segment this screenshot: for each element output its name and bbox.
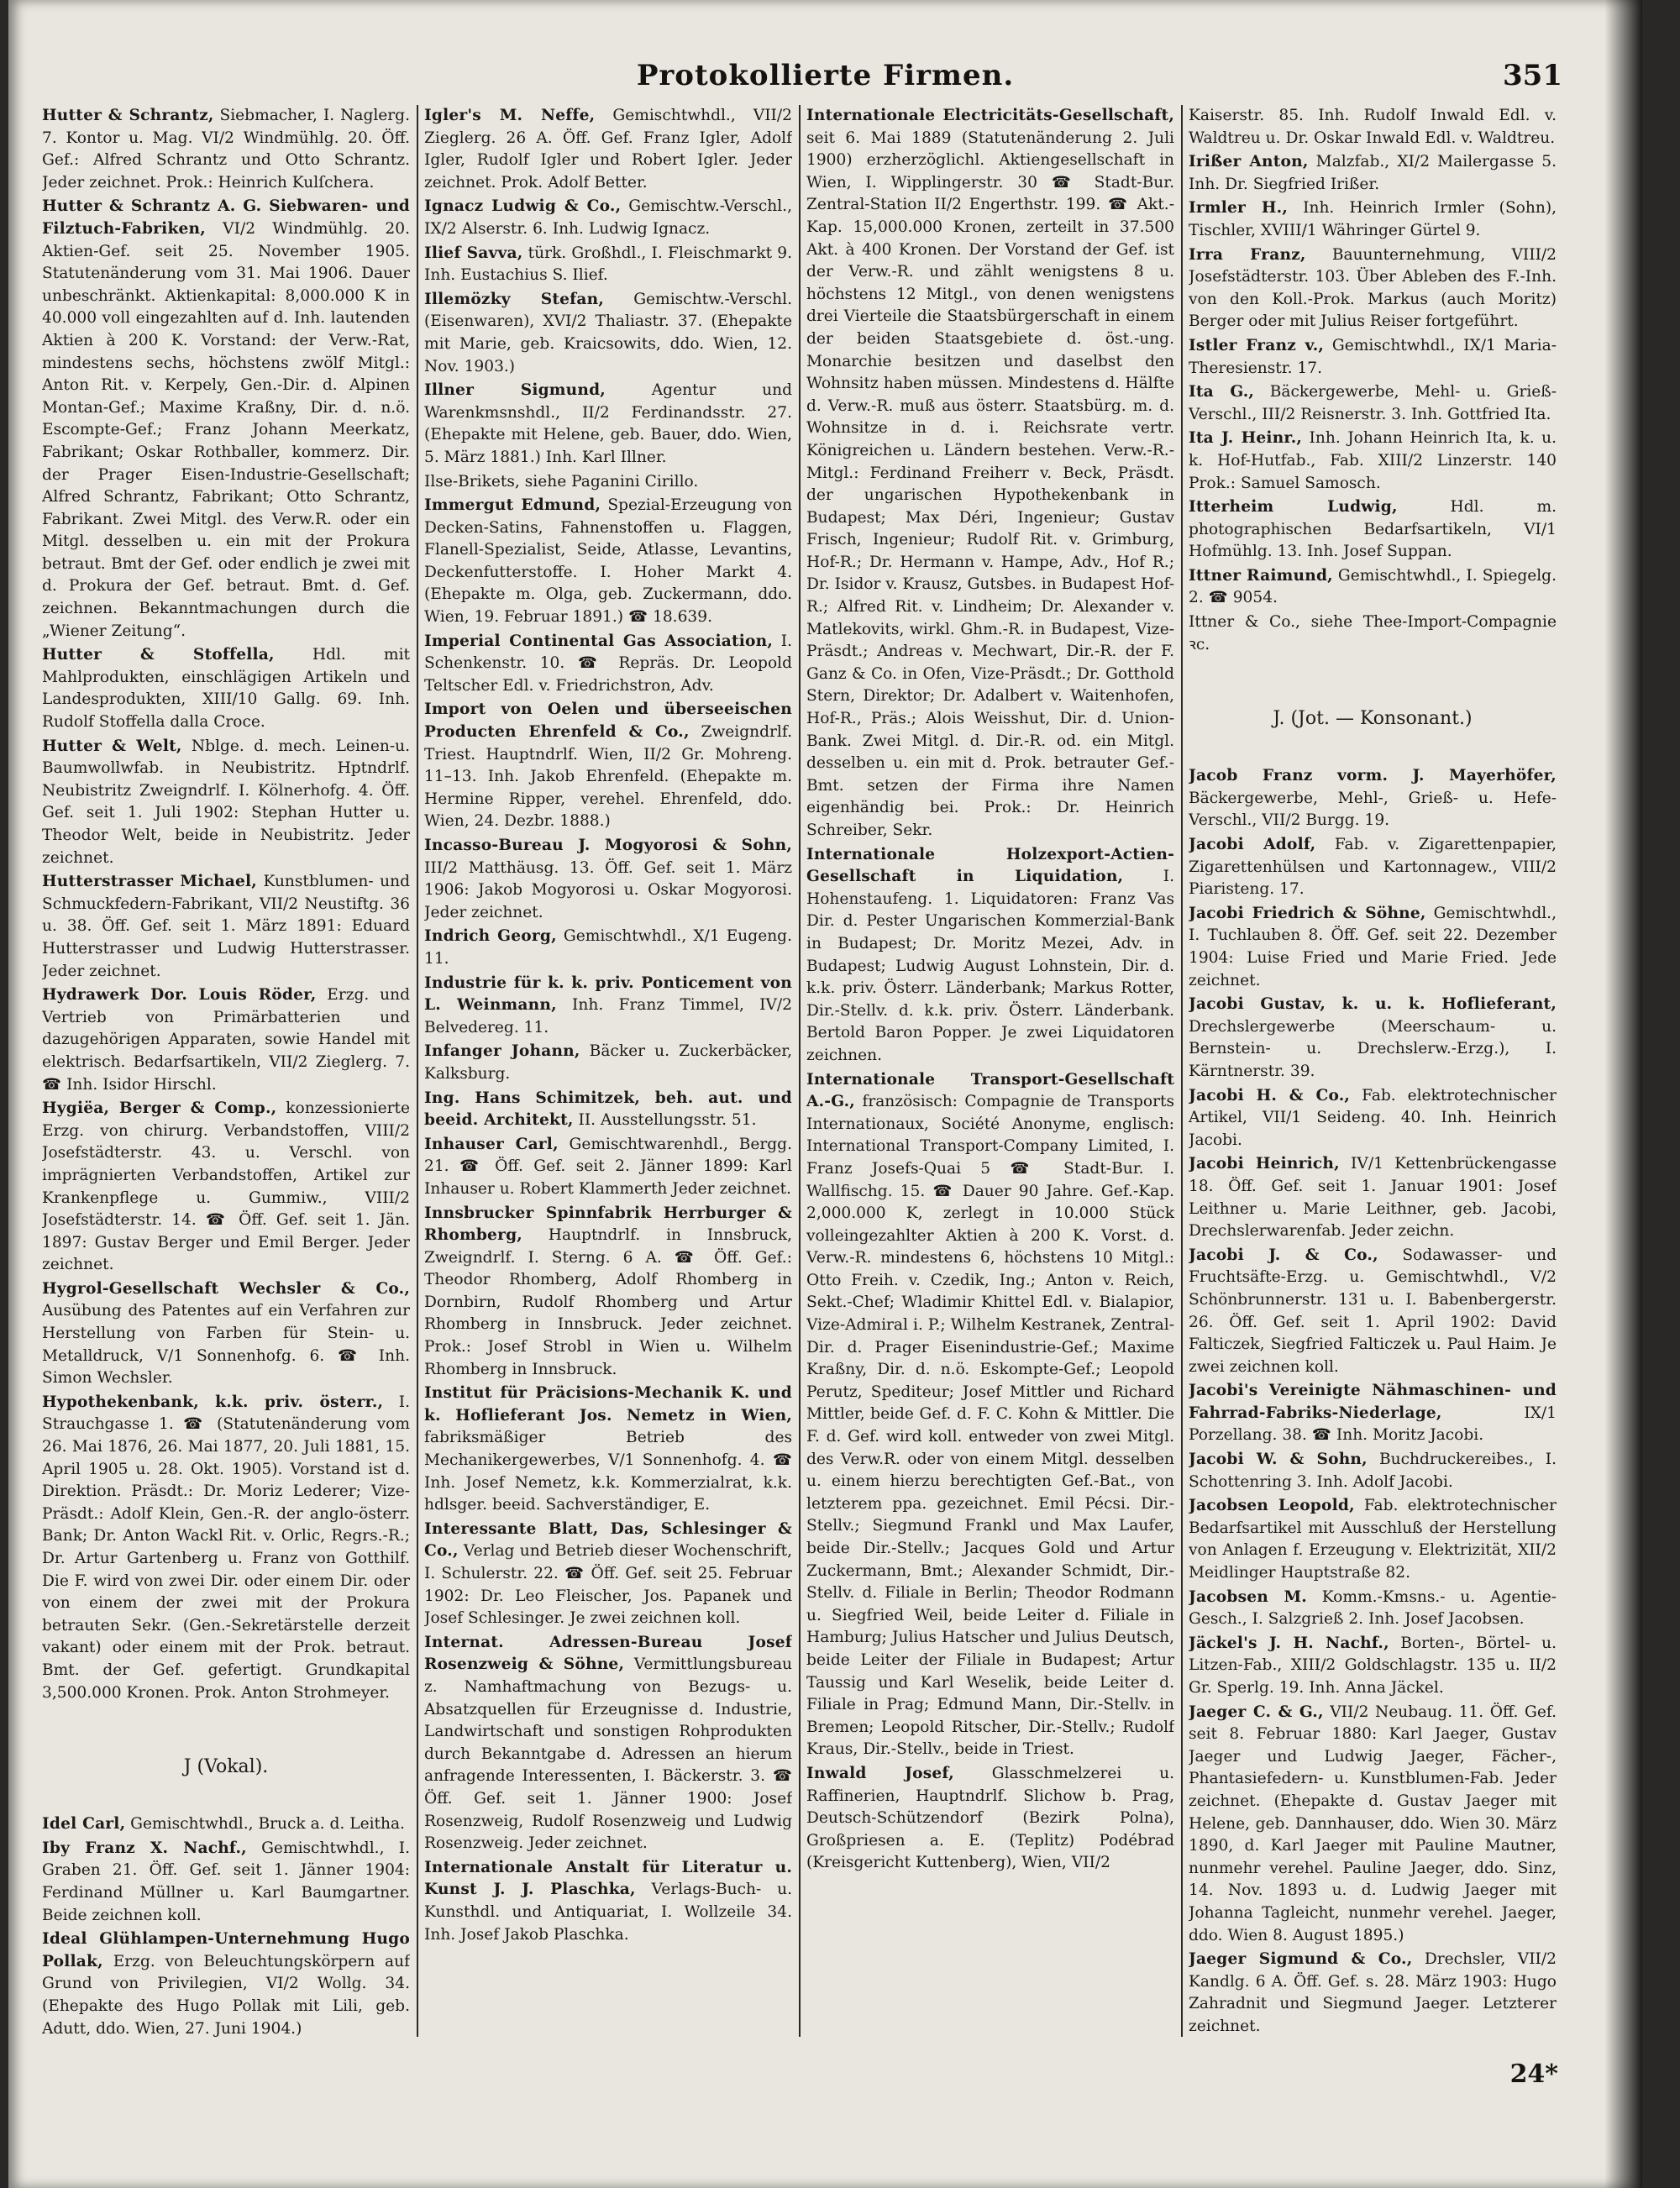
entry-text: fabriksmäßiger Betrieb des Mechanikergewerbes, V/1 Sonnenhofg. 4. ☎ Inh. Josef Nemetz, k.k. Kommerzialrat, k.k. hdlsger. beeid. Sachverständiger, E. <box>424 1429 792 1514</box>
firm-name: Hygiëa, Berger & Comp., <box>42 1099 277 1118</box>
entry-text: Inh. Johann Heinrich Ita, k. u. k. Hof-Hutfab., Fab. XIII/2 Linzerstr. 140 Prok.: Samuel Samosch. <box>1189 429 1557 492</box>
directory-entry <box>1189 1449 1557 1493</box>
entry-text: Borten-, Börtel- u. Litzen-Fab., XIII/2 Goldschlagstr. 135 u. II/2 Gr. Sperlg. 19. Inh. Anna Jäckel. <box>1189 1634 1557 1697</box>
directory-entry <box>1189 1380 1557 1447</box>
directory-entry <box>424 973 792 1040</box>
firm-name: Hutter & Welt, <box>42 737 182 755</box>
section-heading: J (Vokal). <box>183 1756 269 1778</box>
directory-entry <box>1189 1085 1557 1152</box>
entry-text: Gemischtwhdl., IX/1 Maria-Theresienstr. 17. <box>1189 336 1557 377</box>
firm-name: Imperial Continental Gas Association, <box>424 632 774 650</box>
firm-name: Jacobi Heinrich, <box>1189 1155 1340 1173</box>
directory-entry <box>424 289 792 378</box>
entry-text: konzessionierte Erzg. von chirurg. Verbandstoffen, VIII/2 Josefstädterstr. 43. u. Verschl. von imprägnierten Verbandstoffen, Artikel zur Krankenpflege u. Gummiw., VIII/2 Josefstädterstr. 14. ☎ Öff. Gef. seit 1. Jän. 1897: Gustav Berger und Emil Berger. Jeder zeichnet. <box>42 1099 410 1274</box>
firm-name: Inwald Josef, <box>806 1764 954 1782</box>
running-title: Protokollierte Firmen. <box>636 59 1015 92</box>
firm-name: Jaeger C. & G., <box>1189 1703 1324 1721</box>
entry-text: türk. Großhdl., I. Fleischmarkt 9. Inh. Eustachius S. Ilief. <box>424 244 792 285</box>
entry-text: Verlags-Buch- u. Kunsthdl. und Antiquariat, I. Wollzeile 34. Inh. Josef Jakob Plaschka. <box>424 1881 792 1944</box>
entry-text: Fab. v. Zigarettenpapier, Zigarettenhülsen und Kartonnagew., VIII/2 Piaristeng. 17. <box>1189 836 1557 899</box>
column-4 <box>1189 105 1557 2054</box>
entry-text: Buchdruckereibes., I. Schottenring 3. Inh. Adolf Jacobi. <box>1189 1451 1557 1491</box>
entry-text: Siebmacher, I. Naglerg. 7. Kontor u. Mag. VI/2 Windmühlg. 20. Öff. Gef.: Alfred Schrantz und Otto Schrantz. Jeder zeichnet. Prok.: Heinrich Kulſchera. <box>42 107 410 192</box>
directory-entry <box>1189 1633 1557 1700</box>
firm-name: Jacobi Adolf, <box>1189 836 1316 854</box>
firm-name: Jäckel's J. H. Nachf., <box>1189 1634 1389 1652</box>
directory-entry <box>42 1278 410 1390</box>
directory-entry <box>42 1098 410 1277</box>
entry-text: II. Ausstellungsstr. 51. <box>573 1111 757 1130</box>
column-divider <box>417 105 418 2037</box>
entry-text: seit 6. Mai 1889 (Statutenänderung 2. Juli 1900) erzherzöglichl. Aktiengesellschaft in Wien, I. Wipplingerstr. 30 ☎ Stadt-Bur. Zentral-Station II/2 Engerthstr. 199. ☎ Akt.-Kap. 15,000.000 Kronen, zerteilt in 37.500 Akt. à 400 Kronen. Der Vorstand der Gef. ist der Verw.-R. und zählt wenigstens 8 u. höchstens 12 Mitgl., von denen wenigstens drei Vierteile die Staatsbürgerschaft in einem der beiden Staatsgebiete d. öst.-ung. Monarchie besitzen und daselbst den Wohnsitz haben müssen. Mindestens d. Hälfte d. Verw.-R. muß aus österr. Staatsbürg. m. d. Wohnsitze in d. i. Reichsrate vertr. Königreichen u. Ländern bestehen. Verw.-R.-Mitgl.: Ferdinand Freiherr v. Beck, Präsdt. der ungarischen Hypothekenbank in Budapest; Max Déri, Ingenieur; Gustav Frisch, Ingenieur; Rudolf Rit. v. Grimburg, Hof-R.; Dr. Hermann v. Hampe, Adv., Hof R.; Dr. Isidor v. Krausz, Gutsbes. in Budapest Hof-R.; Alfred Rit. v. Lindheim; Dr. Alexander v. Matlekovits, wirkl. Ghm.-R. in Budapest, Vize-Präsdt.; Andreas v. Mechwart, Dir.-R. der F. Ganz & Co. in Ofen, Vize-Präsdt.; Dr. Gotthold Stern, Direktor; Dr. Adalbert v. Waitenhofen, Hof-R., Präs.; Alois Weisshut, Dir. d. Union-Bank. Zwei Mitgl. d. Dir.-R. od. ein Mitgl. desselben u. ein mit d. Prok. betrauter Gef.-Bmt. setzen der Firma ihre Namen eigenhändig bei. Prok.: Dr. Heinrich Schreiber, Sekr. <box>806 129 1174 839</box>
entry-text: Gemischtwhdl., I. Tuchlauben 8. Öff. Gef. seit 22. Dezember 1904: Luise Fried und Marie Fried. Jede zeichnet. <box>1189 904 1557 989</box>
entry-text: Hauptndrlf. in Innsbruck, Zweigndrlf. I. Sterng. 6 A. ☎ Öff. Gef.: Theodor Rhomberg, Adolf Rhomberg in Dornbirn, Rudolf Rhomberg und Artur Rhomberg in Innsbruck. Jeder zeichnet. Prok.: Josef Strobl in Wien u. Wilhelm Rhomberg in Innsbruck. <box>424 1226 792 1378</box>
directory-entry <box>1189 105 1557 150</box>
firm-name: Irmler H., <box>1189 199 1289 218</box>
column-divider <box>1181 105 1183 2037</box>
directory-entry <box>1189 834 1557 901</box>
entry-text: Zweigndrlf. Triest. Hauptndrlf. Wien, II/2 Gr. Mohreng. 11–13. Inh. Jakob Ehrenfeld. (Ehepakte m. Hermine Ripper, verehel. Ehrenfeld, ddo. Wien, 24. Dezbr. 1888.) <box>424 723 792 831</box>
directory-entry <box>806 1069 1174 1761</box>
directory-entry <box>1189 381 1557 426</box>
firm-name: Import von Oelen und überseeischen Producten Ehrenfeld & Co., <box>424 700 792 742</box>
directory-entry <box>424 1041 792 1085</box>
firm-name: Interessante Blatt, Das, Schlesinger & Co., <box>424 1519 792 1561</box>
entry-text: IV/1 Kettenbrückengasse 18. Öff. Gef. seit 1. Januar 1901: Josef Leithner u. Marie Leithner, geb. Jacobi, Drechslerwarenfab. Jeder zeichn. <box>1189 1155 1557 1241</box>
directory-entry <box>1189 1587 1557 1631</box>
directory-entry <box>424 699 792 833</box>
column-1 <box>42 105 410 2054</box>
firm-name: Idel Carl, <box>42 1815 126 1834</box>
firm-name: Hypothekenbank, k.k. priv. österr., <box>42 1393 384 1411</box>
directory-entry <box>1189 1153 1557 1242</box>
firm-name: Hutter & Schrantz, <box>42 107 214 124</box>
directory-entry <box>1189 1702 1557 1948</box>
entry-text: Hdl. m. photographischen Bedarfsartikeln, VI/1 Hofmühlg. 13. Inh. Josef Suppan. <box>1189 498 1557 561</box>
firm-name: Ignacz Ludwig & Co., <box>424 197 622 216</box>
directory-entry <box>424 495 792 629</box>
firm-name: Incasso-Bureau J. Mogyorosi & Sohn, <box>424 837 792 854</box>
directory-entry <box>806 1763 1174 1875</box>
directory-entry <box>1189 151 1557 196</box>
directory-entry <box>424 1519 792 1630</box>
directory-entry <box>1189 565 1557 610</box>
entry-text: Bauunternehmung, VIII/2 Josefstädterstr. 103. Über Ableben des F.-Inh. von den Koll.-Prok. Markus (auch Moritz) Berger oder mit Julius Reiser fortgeführt. <box>1189 245 1557 331</box>
firm-name: Hutter & Stoffella, <box>42 646 275 664</box>
firm-name: Infanger Johann, <box>424 1042 580 1061</box>
directory-entry <box>424 1088 792 1132</box>
directory-entry <box>42 736 410 870</box>
entry-text: Gemischtwhdl., VII/2 Zieglerg. 26 A. Öff. Gef. Franz Igler, Adolf Igler, Rudolf Igler und Robert Igler. Jeder zeichnet. Prok. Adolf Better. <box>424 107 792 192</box>
directory-entry <box>42 1392 410 1704</box>
column-3 <box>806 105 1174 2054</box>
firm-name: Ilief Savva, <box>424 244 523 262</box>
entry-text: Ittner & Co., siehe Thee-Import-Compagnie ꝛc. <box>1189 613 1557 653</box>
entry-text: Agentur und Warenkmsnshdl., II/2 Ferdinandsstr. 27. (Ehepakte mit Helene, geb. Bauer, ddo. Wien, 5. März 1881.) Inh. Karl Illner. <box>424 381 792 466</box>
signature-mark: 24* <box>1509 2059 1558 2089</box>
entry-text: III/2 Matthäusg. 13. Öff. Gef. seit 1. März 1906: Jakob Mogyorosi u. Oskar Mogyorosi. Jeder zeichnet. <box>424 858 792 921</box>
directory-entry <box>1189 335 1557 380</box>
firm-name: Inhauser Carl, <box>424 1135 559 1153</box>
entry-text: Erzg. und Vertrieb von Primärbatterien und dazugehörigen Apparaten, sowie Handel mit elektrisch. Bedarfsartikeln, VII/2 Zieglerg. 7. ☎ Inh. Isidor Hirschl. <box>42 986 410 1094</box>
book-page <box>8 0 1642 2188</box>
directory-entry <box>1189 1495 1557 1584</box>
directory-entry <box>42 1928 410 2040</box>
entry-text: Erzg. von Beleuchtungskörpern auf Grund von Privilegien, VI/2 Wollg. 34. (Ehepakte des Hugo Pollak mit Lili, geb. Adutt, ddo. Wien, 27. Juni 1904.) <box>42 1952 410 2038</box>
directory-entry <box>806 844 1174 1068</box>
directory-entry <box>424 1134 792 1201</box>
directory-entry <box>1189 244 1557 333</box>
firm-name: Jacobsen M. <box>1189 1587 1307 1606</box>
directory-entry <box>424 105 792 194</box>
firm-name: Jacobsen Leopold, <box>1189 1497 1355 1515</box>
entry-text: Kunstblumen- und Schmuckfedern-Fabrikant, VII/2 Neustiftg. 36 u. 38. Öff. Gef. seit 1. März 1891: Eduard Hutterstrasser und Ludwig Hutterstrasser. Jeder zeichnet. <box>42 873 410 980</box>
entry-text: Inh. Franz Timmel, IV/2 Belvedereg. 11. <box>424 996 792 1036</box>
firm-name: Ita J. Heinr., <box>1189 429 1303 448</box>
directory-entry <box>42 105 410 194</box>
entry-text: Fab. elektrotechnischer Artikel, VII/1 Seideng. 40. Inh. Heinrich Jacobi. <box>1189 1086 1557 1149</box>
directory-entry <box>1189 994 1557 1083</box>
directory-entry <box>1189 496 1557 564</box>
entry-text: Malzfab., XI/2 Mailergasse 5. Inh. Dr. Siegfried Irißer. <box>1189 153 1557 193</box>
entry-text: Gemischtw.-Verschl. (Eisenwaren), XVI/2 Thaliastr. 37. (Ehepakte mit Marie, geb. Kraicsowits, ddo. Wien, 12. Nov. 1903.) <box>424 290 792 375</box>
firm-name: Illemözky Stefan, <box>424 290 605 308</box>
directory-entry <box>424 471 792 494</box>
entry-text: Gemischtwhdl., Bruck a. d. Leitha. <box>125 1815 405 1834</box>
firm-name: Illner Sigmund, <box>424 381 606 400</box>
firm-name: Jaeger Sigmund & Co., <box>1189 1950 1413 1969</box>
entry-text: I. Strauchgasse 1. ☎ (Statutenänderung vom 26. Mai 1876, 26. Mai 1877, 20. Juli 1881, 15. April 1905 u. 28. Okt. 1905). Vorstand ist d. Direktion. Präsdt.: Dr. Moriz Lederer; Vize-Präsdt.: Adolf Klein, Gen.-R. der anglo-österr. Bank; Dr. Anton Wackl Rit. v. Orlic, Regrs.-R.; Dr. Artur Gartenberg u. Franz von Gotthilf. Die F. wird von zwei Dir. oder einem Dir. oder von einem der zwei mit der Prokura betrauten Sekr. (Gen.-Sekretärstelle derzeit vakant) oder einem mit der Prok. betraut. Bmt. der Gef. gefertigt. Grundkapital 3,500.000 Kronen. Prok. Anton Strohmeyer. <box>42 1393 410 1702</box>
firm-name: Irißer Anton, <box>1189 153 1309 171</box>
entry-text: Gemischtwarenhdl., Bergg. 21. ☎ Öff. Gef. seit 2. Jänner 1899: Karl Inhauser u. Robert Klammerth Jeder zeichnet. <box>424 1135 792 1198</box>
entry-text: Nblge. d. mech. Leinen-u. Baumwollwfab. in Neubistritz. Hptndrlf. Neubistritz Zweigndrlf. I. Kölnerhofg. 4. Öff. Gef. seit 1. Juli 1902: Stephan Hutter u. Theodor Welt, beide in Neubistritz. Jeder zeichnet. <box>42 737 410 867</box>
entry-text: Sodawasser- und Fruchtsäfte-Erzg. u. Gemischtwhdl., V/2 Schönbrunnerstr. 131 u. I. Babenbergerstr. 26. Öff. Gef. seit 1. April 1902: David Falticzek, Siegfried Falticzek u. Paul Haim. Je zwei zeichnen koll. <box>1189 1246 1557 1376</box>
directory-entry <box>806 105 1174 842</box>
firm-name: Internationale Anstalt für Literatur u. Kunst J. J. Plaschka, <box>424 1858 792 1899</box>
column-2 <box>424 105 792 2054</box>
directory-entry <box>42 1813 410 1836</box>
entry-text: Gemischtwhdl., I. Graben 21. Öff. Gef. seit 1. Jänner 1904: Ferdinand Müllner u. Karl Baumgartner. Beide zeichnen koll. <box>42 1839 410 1924</box>
directory-entry <box>424 1857 792 1946</box>
firm-name: Internat. Adressen-Bureau Josef Rosenzweig & Söhne, <box>424 1633 792 1674</box>
entry-text: VI/2 Windmühlg. 20. Aktien-Gef. seit 25. November 1905. Statutenänderung vom 31. Mai 1906. Dauer unbeschränkt. Aktienkapital: 8,000.000 K in 40.000 voll eingezahlten auf d. Inh. lautenden Aktien à 200 K. Vorstand: der Verw.-Rat, mindestens sechs, höchstens zwölf Mitgl.: Anton Rit. v. Kerpely, Gen.-Dir. d. Alpinen Montan-Gef.; Maxime Kraßny, Dir. d. n.ö. Escompte-Gef.; Franz Johann Meerkatz, Fabrikant; Oskar Rothballer, kommerz. Dir. der Prager Eisen-Industrie-Gesellschaft; Alfred Schrantz, Fabrikant; Otto Schrantz, Fabrikant. Zwei Mitgl. des Verw.R. oder ein Mitgl. desselben u. ein mit der Prokura betraut. Bmt der Gef. oder endlich je zwei mit d. Prokura der Gef. betraut. Bmt. d. Gef. zeichnen. Bekanntmachungen durch die „Wiener Zeitung“. <box>42 219 410 640</box>
directory-entry <box>1189 428 1557 495</box>
entry-text: Fab. elektrotechnischer Bedarfsartikel mit Ausschluß der Herstellung von Anlagen f. Erzeugung v. Elektrizität, XII/2 Meidlinger Hauptstraße 82. <box>1189 1497 1557 1582</box>
directory-entry <box>1189 611 1557 656</box>
firm-name: Ita G., <box>1189 383 1255 401</box>
entry-text: Bäckergewerbe, Mehl- u. Grieß-Verschl., III/2 Reisnerstr. 3. Inh. Gottfried Ita. <box>1189 383 1557 423</box>
directory-entry <box>424 835 792 924</box>
firm-name: Jacobi Friedrich & Söhne, <box>1189 904 1426 922</box>
firm-name: Institut für Präcisions-Mechanik K. und k. Hoflieferant Jos. Nemetz in Wien, <box>424 1384 792 1425</box>
firm-name: Ittner Raimund, <box>1189 566 1333 585</box>
directory-entry <box>424 380 792 469</box>
entry-text: Kaiserstr. 85. Inh. Rudolf Inwald Edl. v. Waldtreu u. Dr. Oskar Inwald Edl. v. Waldtreu. <box>1189 107 1557 147</box>
entry-text: Gemischtwhdl., I. Spiegelg. 2. ☎ 9054. <box>1189 566 1557 607</box>
entry-text: Bäckergewerbe, Mehl-, Grieß- u. Hefe-Verschl., VII/2 Burgg. 19. <box>1189 789 1557 830</box>
firm-name: Igler's M. Neffe, <box>424 107 596 124</box>
directory-entry <box>424 1632 792 1855</box>
directory-entry <box>424 926 792 970</box>
directory-entry <box>1189 1245 1557 1379</box>
firm-name: Jacobi W. & Sohn, <box>1189 1451 1368 1469</box>
entry-text: französisch: Compagnie de Transports Internationaux, Société Anonyme, englisch: International Transport-Company Limited, I. Franz Josefs-Quai 5 ☎ Stadt-Bur. I. Wallfischg. 15. ☎ Dauer 90 Jahre. Gef.-Kap. 2,000.000 K, zerlegt in 10.000 Stück volleingezahlter Aktien à 200 K. Vorst. d. Verw.-R. mindestens 6, höchstens 10 Mitgl.: Otto Freih. v. Czedik, Ing.; Anton v. Reich, Sekt.-Chef; Wladimir Khittel Edl. v. Bialapior, Vize-Admiral i. P.; Wilhelm Kestranek, Zentral-Dir. d. Prager Eisenindustrie-Gef.; Maxime Kraßny, Dir. d. n.ö. Eskompte-Gef.; Leopold Perutz, Spediteur; Josef Mittler und Richard Mittler, beide Gef. d. F. C. Kohn & Mittler. Die F. d. Gef. wird koll. entweder von zwei Mitgl. des Verw.R. oder von einem Mitgl. desselben u. einem hierzu berechtigten Gef.-Bat., von letzterem ppa. gezeichnet. Emil Pécsi. Dir.-Stellv.; Siegmund Frankl und Max Laufer, beide Dir.-Stellv.; Jacques Gold und Artur Zuckermann, Bmt.; Alexander Schmidt, Dir.-Stellv. d. Filiale in Berlin; Theodor Rodmann u. Siegfried Weil, beide Leiter d. Filiale in Hamburg; Julius Hatscher und Julius Deutsch, beide Leiter der Filiale in Budapest; Artur Taussig und Karl Weselik, beide Leiter d. Filiale in Prag; Edmund Mann, Dir.-Stellv. in Bremen; Leopold Ritscher, Dir.-Stellv.; Rudolf Kraus, Dir.-Stellv., beide in Triest. <box>806 1093 1174 1759</box>
entry-text: Bäcker u. Zuckerbäcker, Kalksburg. <box>424 1042 792 1083</box>
page-edge-shadow <box>1604 0 1642 2188</box>
firm-name: Ideal Glühlampen-Unternehmung Hugo Pollak, <box>42 1930 410 1970</box>
section-heading: J. (Jot. — Konsonant.) <box>1273 708 1473 730</box>
firm-name: Jacob Franz vorm. J. Mayerhöfer, <box>1189 767 1557 785</box>
firm-name: Industrie für k. k. priv. Ponticement von L. Weinmann, <box>424 973 792 1015</box>
firm-name: Indrich Georg, <box>424 927 557 946</box>
directory-entry <box>42 871 410 983</box>
directory-entry <box>424 196 792 240</box>
entry-text: Gemischtw.-Verschl., IX/2 Alserstr. 6. Inh. Ludwig Ignacz. <box>424 197 792 238</box>
firm-name: Ing. Hans Schimitzek, beh. aut. und beeid. Architekt, <box>424 1089 792 1130</box>
directory-entry <box>1189 1949 1557 2038</box>
firm-name: Itterheim Ludwig, <box>1189 498 1398 517</box>
entry-text: Ausübung des Patentes auf ein Verfahren zur Herstellung von Farben für Stein- u. Metalldruck, V/1 Sonnenhofg. 6. ☎ Inh. Simon Wechsler. <box>42 1302 410 1388</box>
directory-entry <box>42 984 410 1096</box>
firm-name: Iby Franz X. Nachf., <box>42 1839 247 1857</box>
directory-entry <box>424 243 792 287</box>
firm-name: Jacobi's Vereinigte Nähmaschinen- und Fahrrad-Fabriks-Niederlage, <box>1189 1382 1557 1422</box>
firm-name: Internationale Electricitäts-Gesellschaft, <box>806 107 1174 124</box>
directory-entry <box>1189 197 1557 242</box>
page-number: 351 <box>1503 59 1562 92</box>
firm-name: Hydrawerk Dor. Louis Röder, <box>42 986 317 1005</box>
entry-text: I. Schenkenstr. 10. ☎ Repräs. Dr. Leopold Teltscher Edl. v. Friedrichstron, Adv. <box>424 632 792 695</box>
firm-name: Immergut Edmund, <box>424 496 601 515</box>
entry-text: Gemischtwhdl., X/1 Eugeng. 11. <box>424 927 792 968</box>
entry-text: VII/2 Neubaug. 11. Öff. Gef. seit 8. Februar 1880: Karl Jaeger, Gustav Jaeger und Ludwig Jaeger, Fächer-, Phantasiefedern- u. Kunstblumen-Fab. Jeder zeichnet. (Ehepakte d. Gustav Jaeger mit Helene, geb. Dannhauser, ddo. Wien 30. März 1890, d. Karl Jaeger mit Pauline Mautner, nunmehr verehel. Pauline Jaeger, ddo. Sinz, 14. Nov. 1893 u. d. Ludwig Jaeger mit Johanna Tagleicht, nunmehr verehel. Jaeger, ddo. Wien 8. August 1895.) <box>1189 1703 1557 1944</box>
entry-text: Vermittlungsbureau z. Namhaftmachung von Bezugs- u. Absatzquellen für Erzeugnisse d. Industrie, Landwirtschaft und sonstigen Rohprodukten durch Bekanntgabe d. Adressen an hierum anfragende Interessenten, I. Bäckerstr. 3. ☎ Öff. Gef. seit 1. Jänner 1900: Josef Rosenzweig, Rudolf Rosenzweig und Ludwig Rosenzweig. Jeder zeichnet. <box>424 1655 792 1853</box>
firm-name: Innsbrucker Spinnfabrik Herrburger & Rhomberg, <box>424 1204 792 1245</box>
directory-entry <box>42 644 410 733</box>
firm-name: Jacobi H. & Co., <box>1189 1086 1351 1104</box>
entry-text: Hdl. mit Mahlprodukten, einschlägigen Artikeln und Landesprodukten, XIII/10 Gallg. 69. Inh. Rudolf Stoffella dalla Croce. <box>42 646 410 732</box>
entry-text: Komm.-Kmsns.- u. Agentie-Gesch., I. Salzgrieß 2. Inh. Josef Jacobsen. <box>1189 1587 1557 1629</box>
directory-entry <box>42 196 410 643</box>
directory-entry <box>424 631 792 698</box>
firm-name: Jacobi J. & Co., <box>1189 1246 1378 1264</box>
entry-text: Verlag und Betrieb dieser Wochenschrift, I. Schulerstr. 22. ☎ Öff. Gef. seit 25. Februar 1902: Dr. Leo Fleischer, Jos. Papanek und Josef Schlesinger. Je zwei zeichnen koll. <box>424 1542 792 1628</box>
text-columns <box>42 105 1579 2054</box>
entry-text: Drechsler, VII/2 Kandlg. 6 A. Öff. Gef. s. 28. März 1903: Hugo Zahradnit und Siegmund Jaeger. Letzterer zeichnet. <box>1189 1950 1557 2035</box>
firm-name: Istler Franz v., <box>1189 336 1325 354</box>
firm-name: Internationale Transport-Gesellschaft A.-G., <box>806 1070 1174 1111</box>
directory-entry <box>1189 765 1557 832</box>
running-head <box>8 59 1642 109</box>
firm-name: Hutterstrasser Michael, <box>42 873 257 891</box>
firm-name: Jacobi Gustav, k. u. k. Hoflieferant, <box>1189 995 1557 1014</box>
entry-text: Spezial-Erzeugung von Decken-Satins, Fahnenstoffen u. Flaggen, Flanell-Spezialist, Seide, Atlasse, Levantins, Deckenfutterstoffe. I. Hoher Markt 4. (Ehepakte m. Olga, geb. Zuckermann, ddo. Wien, 19. Februar 1891.) ☎ 18.639. <box>424 496 792 627</box>
entry-text: IX/1 Porzellang. 38. ☎ Inh. Moritz Jacobi. <box>1189 1404 1557 1445</box>
entry-text: Ilse-Brikets, siehe Paganini Cirillo. <box>424 472 699 491</box>
directory-entry <box>1189 903 1557 992</box>
directory-entry <box>424 1383 792 1517</box>
entry-text: I. Hohenstaufeng. 1. Liquidatoren: Franz Vas Dir. d. Pester Ungarischen Kommerzial-Bank in Budapest; Dr. Moritz Mezei, Adv. in Budapest; Ludwig August Lohnstein, Dir. d. k.k. priv. Österr. Länderbank; Markus Rotter, Dir.-Stellv. d. k.k. priv. Österr. Länderbank. Bertold Baron Popper. Je zwei Liquidatoren zeichnen. <box>806 868 1174 1064</box>
directory-entry <box>42 1838 410 1927</box>
entry-text: Drechslergewerbe (Meerschaum- u. Bernstein- u. Drechslerw.-Erzg.), I. Kärntnerstr. 39. <box>1189 1017 1557 1080</box>
firm-name: Hutter & Schrantz A. G. Siebwaren- und Filztuch-Fabriken, <box>42 197 410 238</box>
entry-text: Inh. Heinrich Irmler (Sohn), Tischler, XVIII/1 Währinger Gürtel 9. <box>1189 199 1557 239</box>
entry-text: Glasschmelzerei u. Raffinerien, Hauptndrlf. Slichow b. Prag, Deutsch-Schützendorf (Bezirk Polna), Großpriesen a. E. (Teplitz) Podébrad (Kreisgericht Kuttenberg), Wien, VII/2 <box>806 1764 1174 1872</box>
firm-name: Hygrol-Gesellschaft Wechsler & Co., <box>42 1279 410 1298</box>
column-divider <box>799 105 801 2037</box>
firm-name: Internationale Holzexport-Actien-Gesellschaft in Liquidation, <box>806 845 1174 886</box>
directory-entry <box>424 1203 792 1382</box>
firm-name: Irra Franz, <box>1189 245 1306 264</box>
